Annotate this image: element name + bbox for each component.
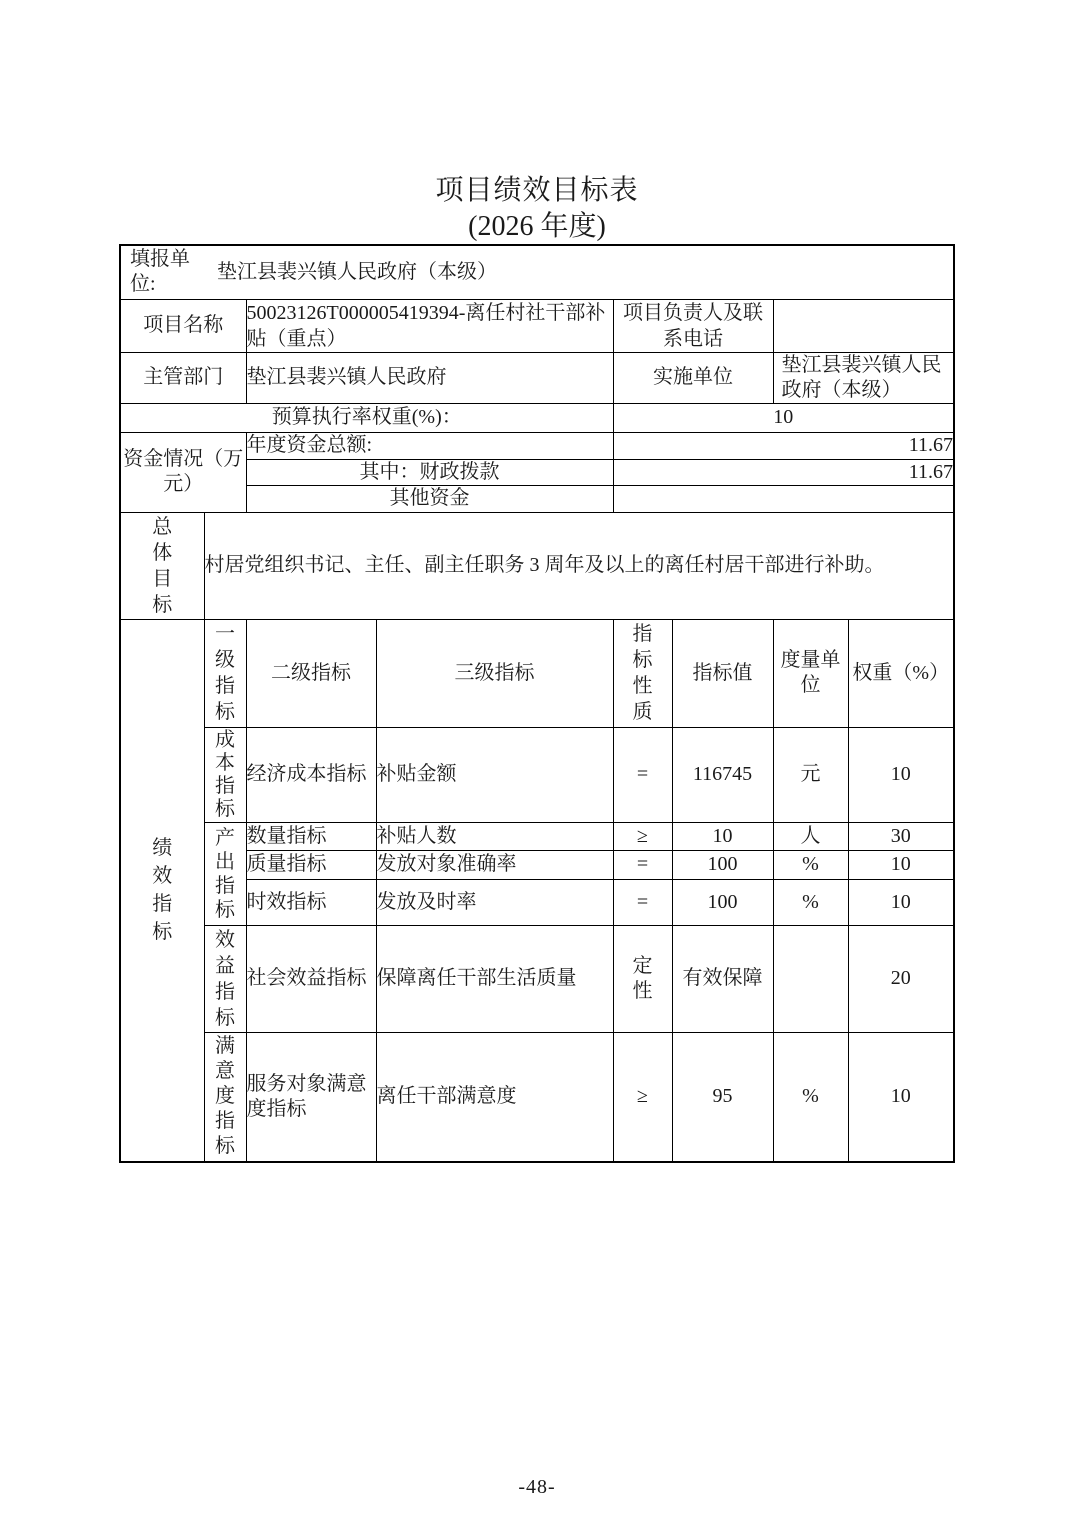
quantity-level3: 补贴人数 bbox=[376, 822, 613, 850]
overall-goal-label: 总体目标 bbox=[152, 515, 173, 616]
funding-fiscal-label: 其中：财政拨款 bbox=[246, 459, 613, 485]
timeliness-level2: 时效指标 bbox=[246, 879, 376, 925]
table-row bbox=[120, 879, 954, 925]
header-nature-cell bbox=[613, 619, 672, 727]
header-nature: 指标性质 bbox=[632, 623, 653, 723]
cost-level3: 补贴金额 bbox=[376, 727, 613, 822]
table-row bbox=[120, 850, 954, 879]
quantity-weight: 30 bbox=[848, 822, 954, 850]
output-level1: 产出指标 bbox=[215, 826, 235, 921]
satisfaction-nature: ≥ bbox=[613, 1032, 672, 1162]
header-level2: 二级指标 bbox=[246, 619, 376, 727]
table-row bbox=[120, 822, 954, 850]
funding-total-value: 11.67 bbox=[613, 432, 954, 459]
overall-goal-content: 村居党组织书记、主任、副主任职务 3 周年及以上的离任村居干部进行补助。 bbox=[204, 512, 954, 619]
table-row bbox=[120, 1032, 954, 1162]
competent-dept-value: 垫江县裴兴镇人民政府 bbox=[246, 352, 613, 403]
quality-weight: 10 bbox=[848, 850, 954, 879]
impl-unit-label: 实施单位 bbox=[613, 352, 773, 403]
benefit-unit bbox=[773, 925, 848, 1032]
cost-unit: 元 bbox=[773, 727, 848, 822]
budget-exec-rate-value: 10 bbox=[613, 403, 954, 432]
performance-indicators-side-label: 绩效指标 bbox=[152, 837, 173, 944]
reporting-unit-value: 垫江县裴兴镇人民政府（本级） bbox=[217, 260, 497, 283]
timeliness-weight: 10 bbox=[848, 879, 954, 925]
benefit-weight: 20 bbox=[848, 925, 954, 1032]
cost-value: 116745 bbox=[672, 727, 773, 822]
impl-unit-value: 垫江县裴兴镇人民政府（本级） bbox=[773, 352, 954, 403]
project-leader-label: 项目负责人及联系电话 bbox=[613, 299, 773, 352]
timeliness-value: 100 bbox=[672, 879, 773, 925]
overall-goal-label-cell bbox=[120, 512, 204, 619]
timeliness-level3: 发放及时率 bbox=[376, 879, 613, 925]
cost-level2: 经济成本指标 bbox=[246, 727, 376, 822]
quality-unit: % bbox=[773, 850, 848, 879]
performance-target-table bbox=[119, 244, 955, 1163]
table-row bbox=[120, 727, 954, 822]
funding-other-value bbox=[613, 485, 954, 512]
page-title: 项目绩效目标表 bbox=[435, 175, 639, 206]
quantity-nature: ≥ bbox=[613, 822, 672, 850]
cost-level1: 成本指标 bbox=[215, 728, 235, 820]
timeliness-unit: % bbox=[773, 879, 848, 925]
header-value: 指标值 bbox=[672, 619, 773, 727]
benefit-nature-cell bbox=[613, 925, 672, 1032]
benefit-level2: 社会效益指标 bbox=[246, 925, 376, 1032]
header-level1-cell bbox=[204, 619, 246, 727]
funding-total-label: 年度资金总额: bbox=[246, 432, 613, 459]
performance-indicators-side-cell bbox=[120, 619, 204, 1162]
header-weight: 权重（%） bbox=[848, 619, 954, 727]
page-subtitle: (2026 年度) bbox=[468, 211, 606, 242]
funding-other-label: 其他资金 bbox=[246, 485, 613, 512]
project-name-value: 50023126T000005419394-离任村社干部补贴（重点） bbox=[246, 299, 613, 352]
benefit-nature: 定性 bbox=[632, 954, 653, 1002]
quality-level3: 发放对象准确率 bbox=[376, 850, 613, 879]
header-level3: 三级指标 bbox=[376, 619, 613, 727]
satisfaction-level3: 离任干部满意度 bbox=[376, 1032, 613, 1162]
cost-weight: 10 bbox=[848, 727, 954, 822]
page-number: -48- bbox=[518, 1476, 556, 1498]
quantity-level2: 数量指标 bbox=[246, 822, 376, 850]
satisfaction-level1-cell bbox=[204, 1032, 246, 1162]
timeliness-nature: = bbox=[613, 879, 672, 925]
benefit-value: 有效保障 bbox=[672, 925, 773, 1032]
reporting-unit-cell bbox=[120, 245, 954, 299]
cost-level1-cell bbox=[204, 727, 246, 822]
satisfaction-value: 95 bbox=[672, 1032, 773, 1162]
satisfaction-level2: 服务对象满意度指标 bbox=[246, 1032, 376, 1162]
header-unit: 度量单位 bbox=[773, 619, 848, 727]
project-leader-value bbox=[773, 299, 954, 352]
quantity-value: 10 bbox=[672, 822, 773, 850]
cost-nature: = bbox=[613, 727, 672, 822]
quality-value: 100 bbox=[672, 850, 773, 879]
quality-nature: = bbox=[613, 850, 672, 879]
funding-fiscal-value: 11.67 bbox=[613, 459, 954, 485]
project-name-label: 项目名称 bbox=[120, 299, 246, 352]
funding-label: 资金情况（万元） bbox=[120, 432, 246, 512]
table-row bbox=[120, 925, 954, 1032]
quantity-unit: 人 bbox=[773, 822, 848, 850]
output-level1-cell bbox=[204, 822, 246, 925]
satisfaction-level1: 满意度指标 bbox=[215, 1035, 235, 1158]
quality-level2: 质量指标 bbox=[246, 850, 376, 879]
competent-dept-label: 主管部门 bbox=[120, 352, 246, 403]
benefit-level1-cell bbox=[204, 925, 246, 1032]
header-level1: 一级指标 bbox=[215, 623, 235, 723]
benefit-level1: 效益指标 bbox=[215, 928, 235, 1029]
satisfaction-weight: 10 bbox=[848, 1032, 954, 1162]
benefit-level3: 保障离任干部生活质量 bbox=[376, 925, 613, 1032]
budget-exec-rate-label: 预算执行率权重(%)： bbox=[120, 403, 613, 432]
reporting-unit-label: 填报单位: bbox=[130, 248, 190, 296]
satisfaction-unit: % bbox=[773, 1032, 848, 1162]
